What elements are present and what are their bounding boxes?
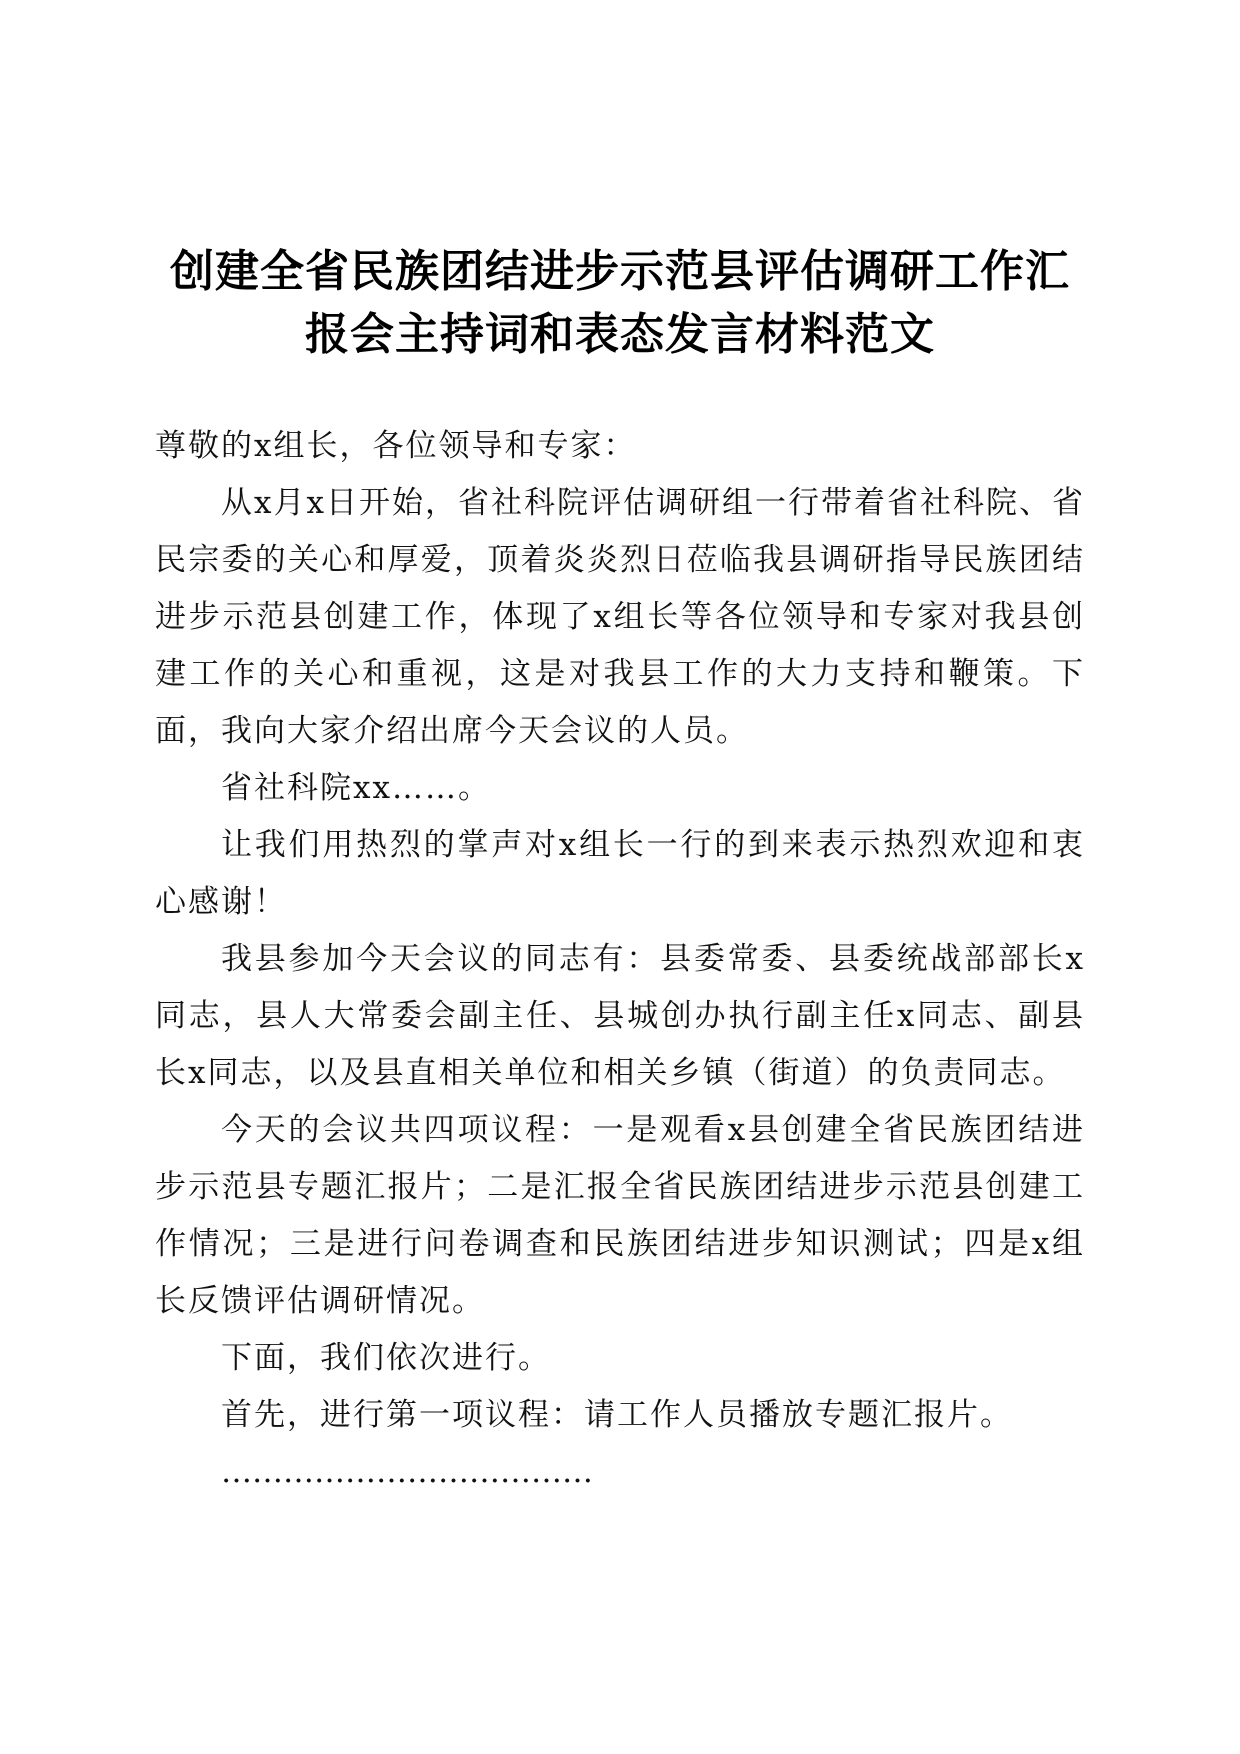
paragraph-attendees-academy: 省社科院xx……。	[221, 770, 491, 806]
document-body	[155, 418, 1085, 1501]
document-title	[150, 240, 1090, 366]
salutation: 尊敬的x组长，各位领导和专家：	[155, 428, 637, 464]
paragraph-proceed: 下面，我们依次进行。	[221, 1340, 551, 1376]
paragraph-first-item: 首先，进行第一项议程：请工作人员播放专题汇报片。	[221, 1397, 1013, 1433]
title-line-1: 创建全省民族团结进步示范县评估调研工作汇	[170, 246, 1070, 297]
title-line-2: 报会主持词和表态发言材料范文	[305, 309, 935, 360]
paragraph-agenda: 今天的会议共四项议程：一是观看x县创建全省民族团结进步示范县专题汇报片；二是汇报全省民族团结进步示范县创建工作情况；三是进行问卷调查和民族团结进步知识测试；四是x组长反馈评估调研情况。	[155, 1112, 1085, 1319]
paragraph-county-attendees: 我县参加今天会议的同志有：县委常委、县委统战部部长x同志，县人大常委会副主任、县城创办执行副主任x同志、副县长x同志，以及县直相关单位和相关乡镇（街道）的负责同志。	[155, 941, 1085, 1091]
paragraph-welcome: 让我们用热烈的掌声对x组长一行的到来表示热烈欢迎和衷心感谢！	[155, 827, 1085, 920]
ellipsis-line: ………………………………	[221, 1454, 593, 1490]
paragraph-opening: 从x月x日开始，省社科院评估调研组一行带着省社科院、省民宗委的关心和厚爱，顶着炎炎烈日莅临我县调研指导民族团结进步示范县创建工作，体现了x组长等各位领导和专家对我县创建工作的关心和重视，这是对我县工作的大力支持和鞭策。下面，我向大家介绍出席今天会议的人员。	[155, 485, 1085, 749]
